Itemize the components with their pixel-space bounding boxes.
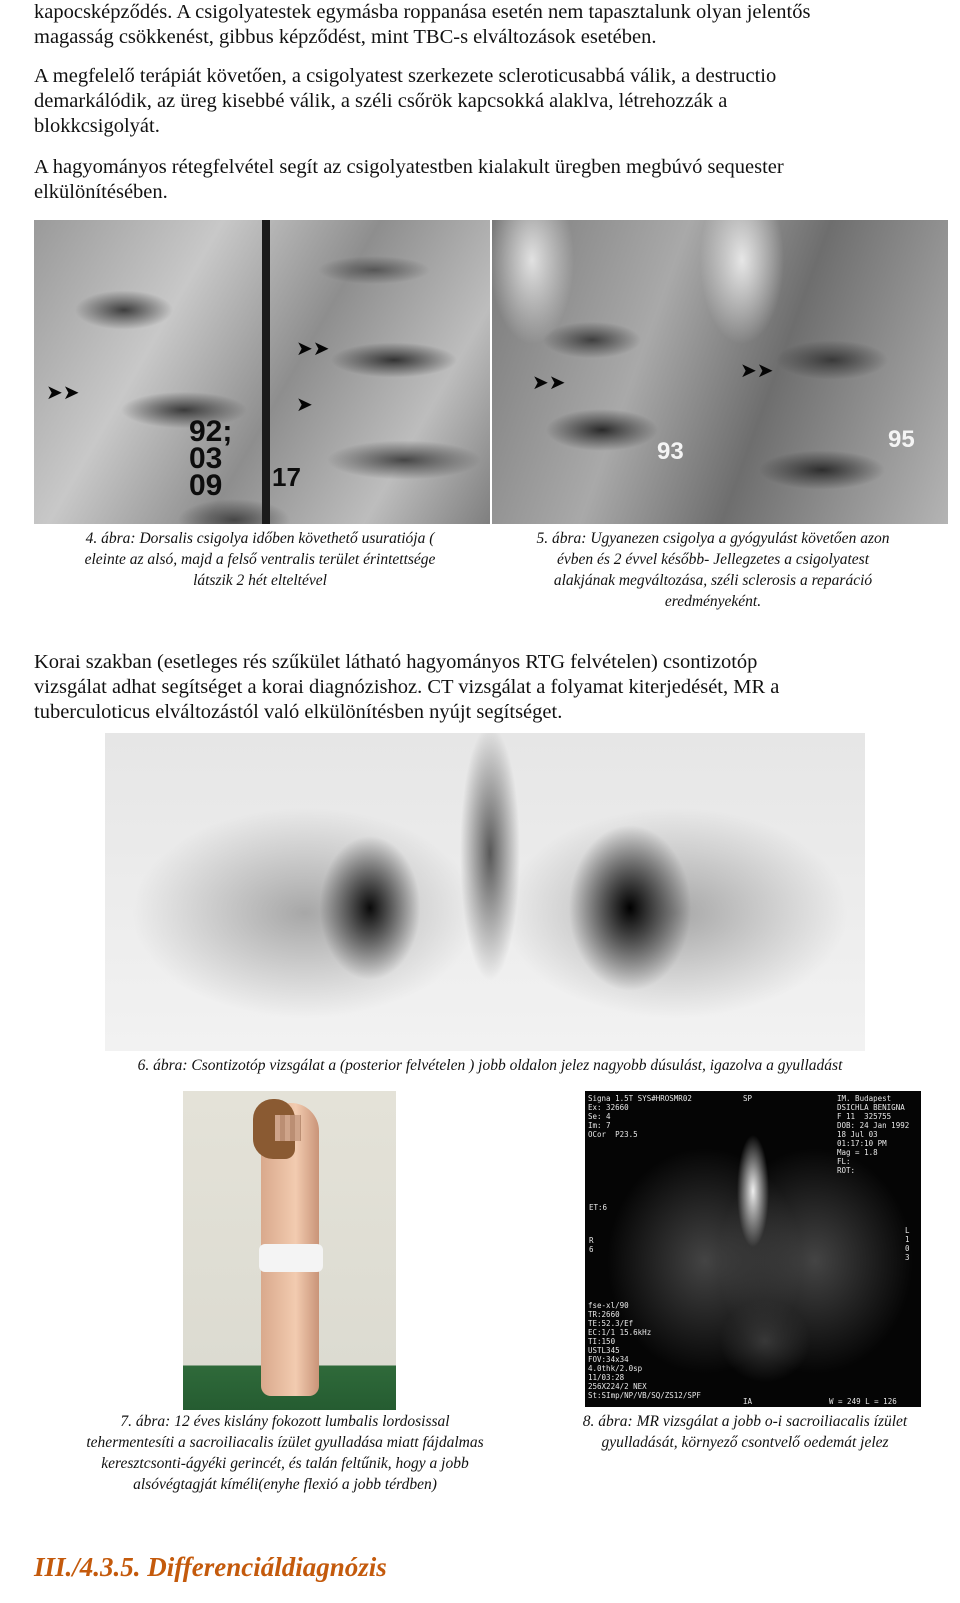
xray-date-label: 92; 03 09 bbox=[189, 415, 233, 502]
paragraph-therapy bbox=[34, 64, 934, 139]
arrow-marker-icon: ➤➤ bbox=[46, 380, 80, 404]
text-line: A megfelelő terápiát követően, a csigolyatest szerkezete scleroticusabbá válik, a destructio bbox=[34, 65, 777, 87]
xray-year-label: 95 bbox=[888, 426, 915, 453]
mr-overlay-right-marker: R 6 bbox=[589, 1236, 594, 1254]
section-heading: III./4.3.5. Differenciáldiagnózis bbox=[34, 1552, 387, 1582]
mr-overlay-header: Signa 1.5T SYS#HROSMR02 Ex: 32660 Se: 4 Im: 7 OCor P23.5 bbox=[588, 1094, 692, 1139]
arrow-marker-icon: ➤➤ bbox=[296, 336, 330, 360]
figure-7-caption: 7. ábra: 12 éves kislány fokozott lumbalis lordosissal tehermentesíti a sacroiliacalis ízület gyulladása miatt fájdalmas keresztcsonti-ágyéki gerincét, és talán feltűnik, hogy a jobb alsóvégtagját kíméli(enyhe flexió a jobb térdben) bbox=[86, 1413, 484, 1493]
arrow-marker-icon: ➤➤ bbox=[740, 358, 774, 382]
arrow-marker-icon: ➤ bbox=[296, 392, 313, 416]
text-line: Korai szakban (esetleges rés szűkület látható hagyományos RTG felvételen) csontizotóp bbox=[34, 651, 758, 673]
text-line: kapocsképződés. A csigolyatestek egymásba roppanása esetén nem tapasztalunk olyan jelentős bbox=[34, 1, 811, 23]
mr-overlay-window: W = 249 L = 126 bbox=[829, 1397, 897, 1406]
text-line: demarkálódik, az üreg kisebbé válik, a széli csőrök kapcsokká alaklva, létrehozzák a bbox=[34, 90, 728, 112]
text-line: tuberculoticus elváltozástól való elkülönítésben nyújt segítséget. bbox=[34, 701, 563, 723]
mr-overlay-ia: IA bbox=[743, 1397, 753, 1406]
text-line: elkülönítésében. bbox=[34, 181, 168, 203]
mr-overlay-et: ET:6 bbox=[589, 1203, 608, 1212]
mr-overlay-orientation: SP bbox=[743, 1094, 753, 1103]
paragraph-tomography bbox=[34, 155, 934, 205]
arrow-marker-icon: ➤➤ bbox=[532, 370, 566, 394]
paragraph-intro bbox=[34, 0, 934, 50]
text-line: blokkcsigolyát. bbox=[34, 115, 160, 137]
figure-5-caption: 5. ábra: Ugyanezen csigolya a gyógyulást követően azon évben és 2 évvel később- Jellegzetes a csigolyatest alakjának megváltozása, széli sclerosis a reparáció eredményeként. bbox=[536, 530, 890, 610]
figure-6-caption: 6. ábra: Csontizotóp vizsgálat a (posterior felvételen ) jobb oldalon jelez nagyobb dúsulást, igazolva a gyulladást bbox=[137, 1057, 843, 1074]
figure-4-xray-image bbox=[34, 220, 490, 524]
mr-overlay-params: fse-xl/90 TR:2660 TE:52.3/Ef EC:1/1 15.6kHz TI:150 USTL345 FOV:34x34 4.0thk/2.0sp 11/03:28 256X224/2 NEX St:SImp/NP/VB/SQ/ZS12/SPF bbox=[588, 1301, 701, 1400]
mr-overlay-left-marker: L 1 0 3 bbox=[905, 1226, 910, 1262]
xray-year-label: 93 bbox=[657, 438, 684, 465]
face-blur bbox=[275, 1115, 301, 1141]
figure-8-mr-image bbox=[585, 1091, 921, 1407]
text-line: A hagyományos rétegfelvétel segít az csigolyatestben kialakult üregben megbúvó sequester bbox=[34, 156, 784, 178]
text-line: magasság csökkenést, gibbus képződést, mint TBC-s elváltozások esetében. bbox=[34, 26, 657, 48]
figure-8-caption: 8. ábra: MR vizsgálat a jobb o-i sacroiliacalis ízület gyulladását, környező csontvelő oedemát jelez bbox=[582, 1413, 908, 1451]
figure-7-patient-photo bbox=[183, 1091, 396, 1410]
film-divider bbox=[262, 220, 270, 524]
paragraph-early-stage bbox=[34, 650, 934, 725]
mr-overlay-patient: IM. Budapest DSICHLA BENIGNA F 11 325755 DOB: 24 Jan 1992 18 Jul 03 01:17:10 PM Mag = 1.8 FL: ROT: bbox=[837, 1094, 910, 1175]
xray-date-label: 17 bbox=[272, 462, 301, 492]
figure-4-caption: 4. ábra: Dorsalis csigolya időben követhető usuratiója ( eleinte az alsó, majd a felső ventralis terület érintettsége látszik 2 hét elteltével bbox=[84, 530, 436, 589]
figure-5-xray-image bbox=[492, 220, 948, 524]
text-line: vizsgálat adhat segítséget a korai diagnózishoz. CT vizsgálat a folyamat kiterjedését, MR a bbox=[34, 676, 780, 698]
figure-6-bone-scan-image bbox=[105, 733, 865, 1051]
